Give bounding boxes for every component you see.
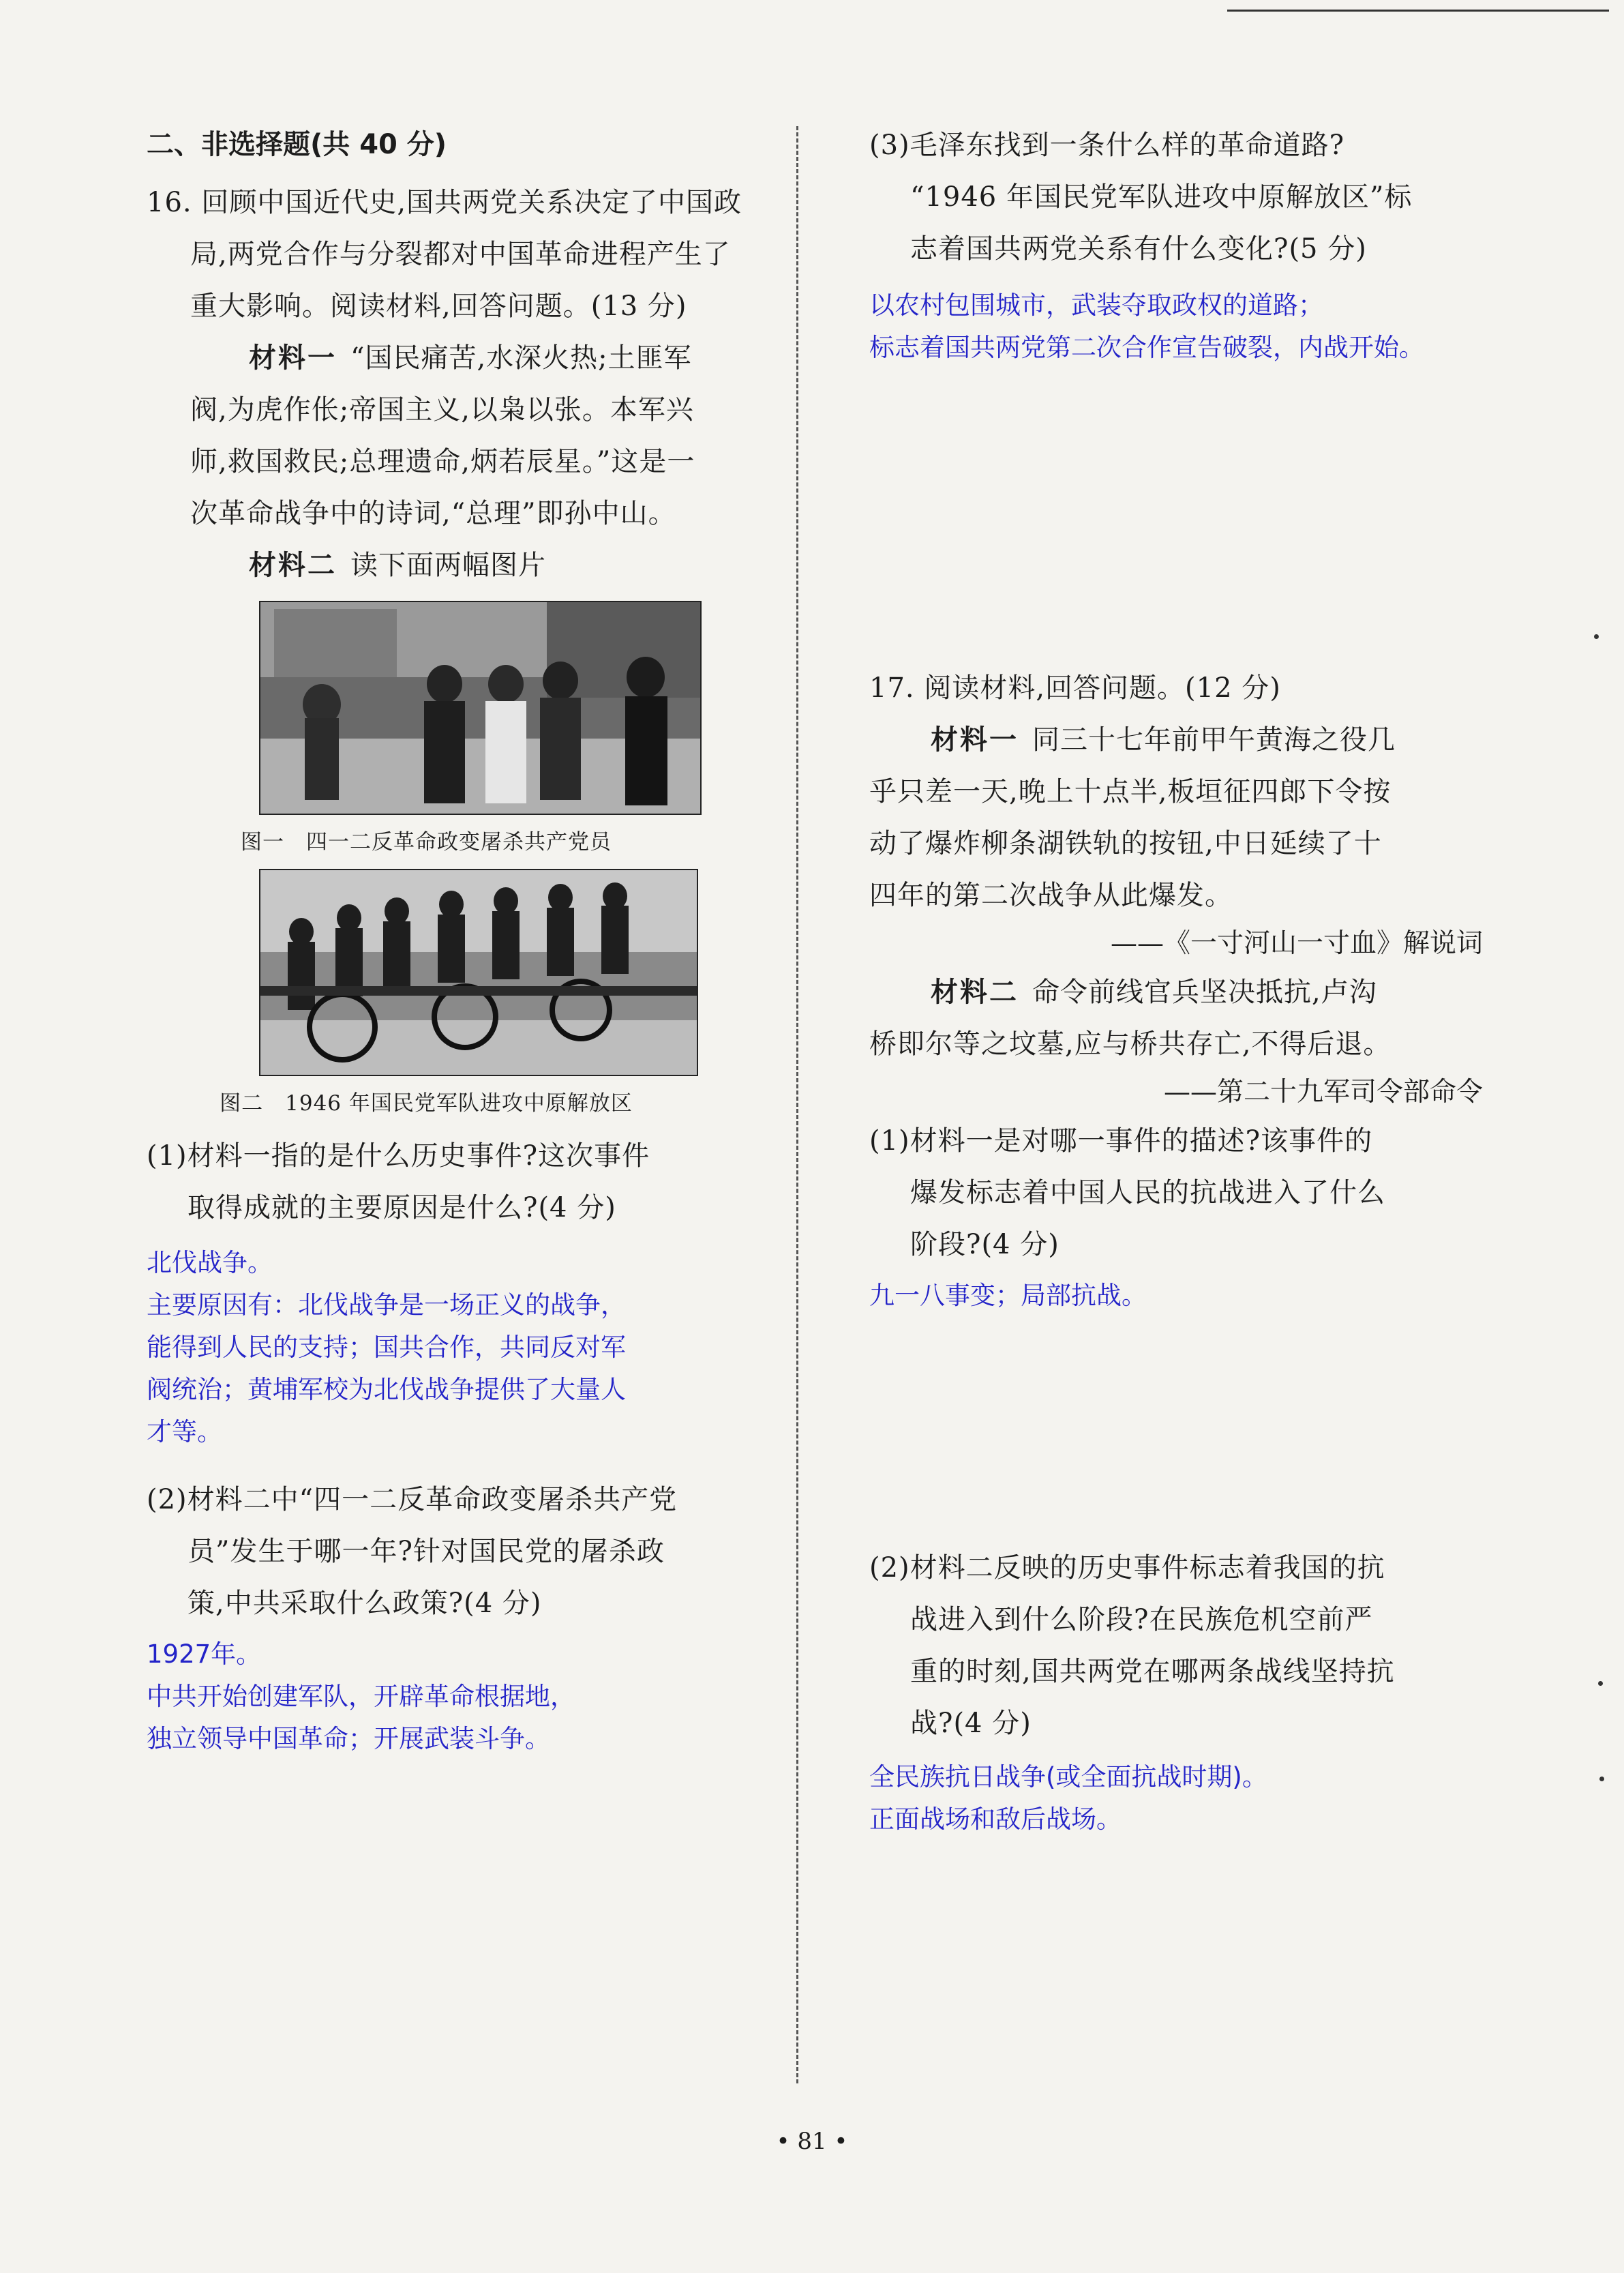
q17-material-1-line-3: 动了爆炸柳条湖铁轨的按钮,中日延续了十 bbox=[869, 828, 1382, 859]
figure-2-photo bbox=[259, 869, 698, 1076]
section-title: 二、非选择题(共 40 分) bbox=[147, 129, 447, 160]
answer-line: 阀统治；黄埔军校为北伐战争提供了大量人 bbox=[147, 1375, 626, 1404]
q17-stem: 17. 阅读材料,回答问题。(12 分) bbox=[869, 672, 1281, 704]
answer-space-blank bbox=[869, 369, 1483, 662]
page-number: • 81 • bbox=[776, 2128, 848, 2155]
left-column bbox=[147, 123, 774, 1760]
q16-sub2-line-2: 员”发生于哪一年?针对国民党的屠杀政 bbox=[187, 1536, 665, 1567]
q16-stem-line-3: 重大影响。阅读材料,回答问题。(13 分) bbox=[190, 291, 687, 322]
q17-sub1-line-3: 阶段?(4 分) bbox=[910, 1229, 1059, 1260]
answer-line: 主要原因有：北伐战争是一场正义的战争， bbox=[147, 1290, 626, 1320]
q17-material-1-line-2: 乎只差一天,晚上十点半,板垣征四郎下令按 bbox=[869, 776, 1392, 807]
q16-material-2-line bbox=[147, 539, 774, 591]
q16-sub3-line-1: (3)毛泽东找到一条什么样的革命道路? bbox=[869, 130, 1345, 161]
answer-line: 标志着国共两党第二次合作宣告破裂，内战开始。 bbox=[869, 333, 1424, 362]
answer-line: 正面战场和敌后战场。 bbox=[869, 1804, 1122, 1834]
q17-sub2-line-3: 重的时刻,国共两党在哪两条战线坚持抗 bbox=[910, 1656, 1395, 1687]
q17-material-2-line-1 bbox=[869, 966, 1483, 1018]
q16-material-2-text: 读下面两幅图片 bbox=[350, 550, 546, 581]
answer-line: 能得到人民的支持；国共合作，共同反对军 bbox=[147, 1333, 626, 1362]
q16-material-1-text: “国民痛苦,水深火热;土匪军 bbox=[350, 342, 692, 374]
right-column bbox=[869, 119, 1483, 1841]
q16-material-1-line-4: 次革命战争中的诗词,“总理”即孙中山。 bbox=[190, 498, 676, 529]
q17-sub1-line-1: (1)材料一是对哪一事件的描述?该事件的 bbox=[869, 1125, 1373, 1157]
q16-sub3-line-2: “1946 年国民党军队进攻中原解放区”标 bbox=[910, 181, 1413, 213]
q17-material-1-text: 同三十七年前甲午黄海之役几 bbox=[1032, 724, 1396, 756]
q17-material-1-label: 材料一 bbox=[931, 724, 1019, 756]
margin-dot bbox=[1599, 1777, 1604, 1781]
q16-sub3-line-3: 志着国共两党关系有什么变化?(5 分) bbox=[910, 233, 1367, 265]
q16-sub2-line-3: 策,中共采取什么政策?(4 分) bbox=[187, 1588, 542, 1619]
q16-material-2-label: 材料二 bbox=[249, 550, 337, 581]
figure-2-caption: 图二 1946 年国民党军队进攻中原解放区 bbox=[220, 1091, 633, 1116]
q16-stem-line-1: 16. 回顾中国近代史,国共两党关系决定了中国政 bbox=[147, 187, 742, 218]
q16-material-1-line-3: 师,救国救民;总理遗命,炳若辰星。”这是一 bbox=[190, 446, 695, 477]
q17-material-2-text: 命令前线官兵坚决抵抗,卢沟 bbox=[1032, 977, 1377, 1008]
answer-line: 才等。 bbox=[147, 1417, 222, 1446]
q17-sub2-line-4: 战?(4 分) bbox=[910, 1708, 1032, 1739]
q16-material-1-label: 材料一 bbox=[249, 342, 337, 374]
answer-line: 1927年。 bbox=[147, 1639, 262, 1669]
q17-answer-1 bbox=[869, 1275, 1483, 1317]
q17-material-1-line-1 bbox=[869, 714, 1483, 766]
q16-material-1-line-2: 阀,为虎作伥;帝国主义,以枭以张。本军兴 bbox=[190, 394, 694, 426]
top-rule bbox=[1227, 10, 1609, 12]
q16-sub2-line-1: (2)材料二中“四一二反革命政变屠杀共产党 bbox=[147, 1484, 678, 1515]
answer-space-blank bbox=[869, 1317, 1483, 1542]
q17-material-1-source: ——《一寸河山一寸血》解说词 bbox=[1110, 928, 1483, 959]
q16-sub1-line-2: 取得成就的主要原因是什么?(4 分) bbox=[187, 1192, 616, 1223]
figure-1-caption: 图一 四一二反革命政变屠杀共产党员 bbox=[241, 830, 612, 855]
column-divider bbox=[796, 126, 798, 2083]
q17-material-2-label: 材料二 bbox=[931, 977, 1019, 1008]
answer-line: 北伐战争。 bbox=[147, 1248, 273, 1277]
q17-sub2-line-2: 战进入到什么阶段?在民族危机空前严 bbox=[910, 1604, 1373, 1635]
answer-line: 独立领导中国革命；开展武装斗争。 bbox=[147, 1724, 550, 1753]
answer-line: 九一八事变；局部抗战。 bbox=[869, 1281, 1147, 1310]
q17-material-2-line-2: 桥即尔等之坟墓,应与桥共存亡,不得后退。 bbox=[869, 1028, 1392, 1060]
q16-sub1-line-1: (1)材料一指的是什么历史事件?这次事件 bbox=[147, 1140, 650, 1172]
q16-answer-2 bbox=[147, 1633, 774, 1760]
margin-dot bbox=[1598, 1681, 1603, 1686]
answer-line: 全民族抗日战争(或全面抗战时期)。 bbox=[869, 1762, 1267, 1792]
q16-answer-1 bbox=[147, 1242, 774, 1453]
margin-dot bbox=[1594, 634, 1599, 639]
q16-stem-line-2: 局,两党合作与分裂都对中国革命进程产生了 bbox=[190, 239, 731, 270]
answer-line: 中共开始创建军队，开辟革命根据地， bbox=[147, 1682, 575, 1711]
q16-material-1-line-1 bbox=[147, 332, 774, 384]
q17-material-2-source: ——第二十九军司令部命令 bbox=[1163, 1077, 1483, 1108]
q17-sub1-line-2: 爆发标志着中国人民的抗战进入了什么 bbox=[910, 1177, 1385, 1208]
q17-sub2-line-1: (2)材料二反映的历史事件标志着我国的抗 bbox=[869, 1552, 1385, 1584]
q16-answer-3 bbox=[869, 284, 1483, 369]
figure-1-photo bbox=[259, 601, 702, 815]
q17-material-1-line-4: 四年的第二次战争从此爆发。 bbox=[869, 880, 1233, 911]
q17-answer-2 bbox=[869, 1756, 1483, 1841]
answer-line: 以农村包围城市，武装夺取政权的道路； bbox=[869, 291, 1323, 320]
